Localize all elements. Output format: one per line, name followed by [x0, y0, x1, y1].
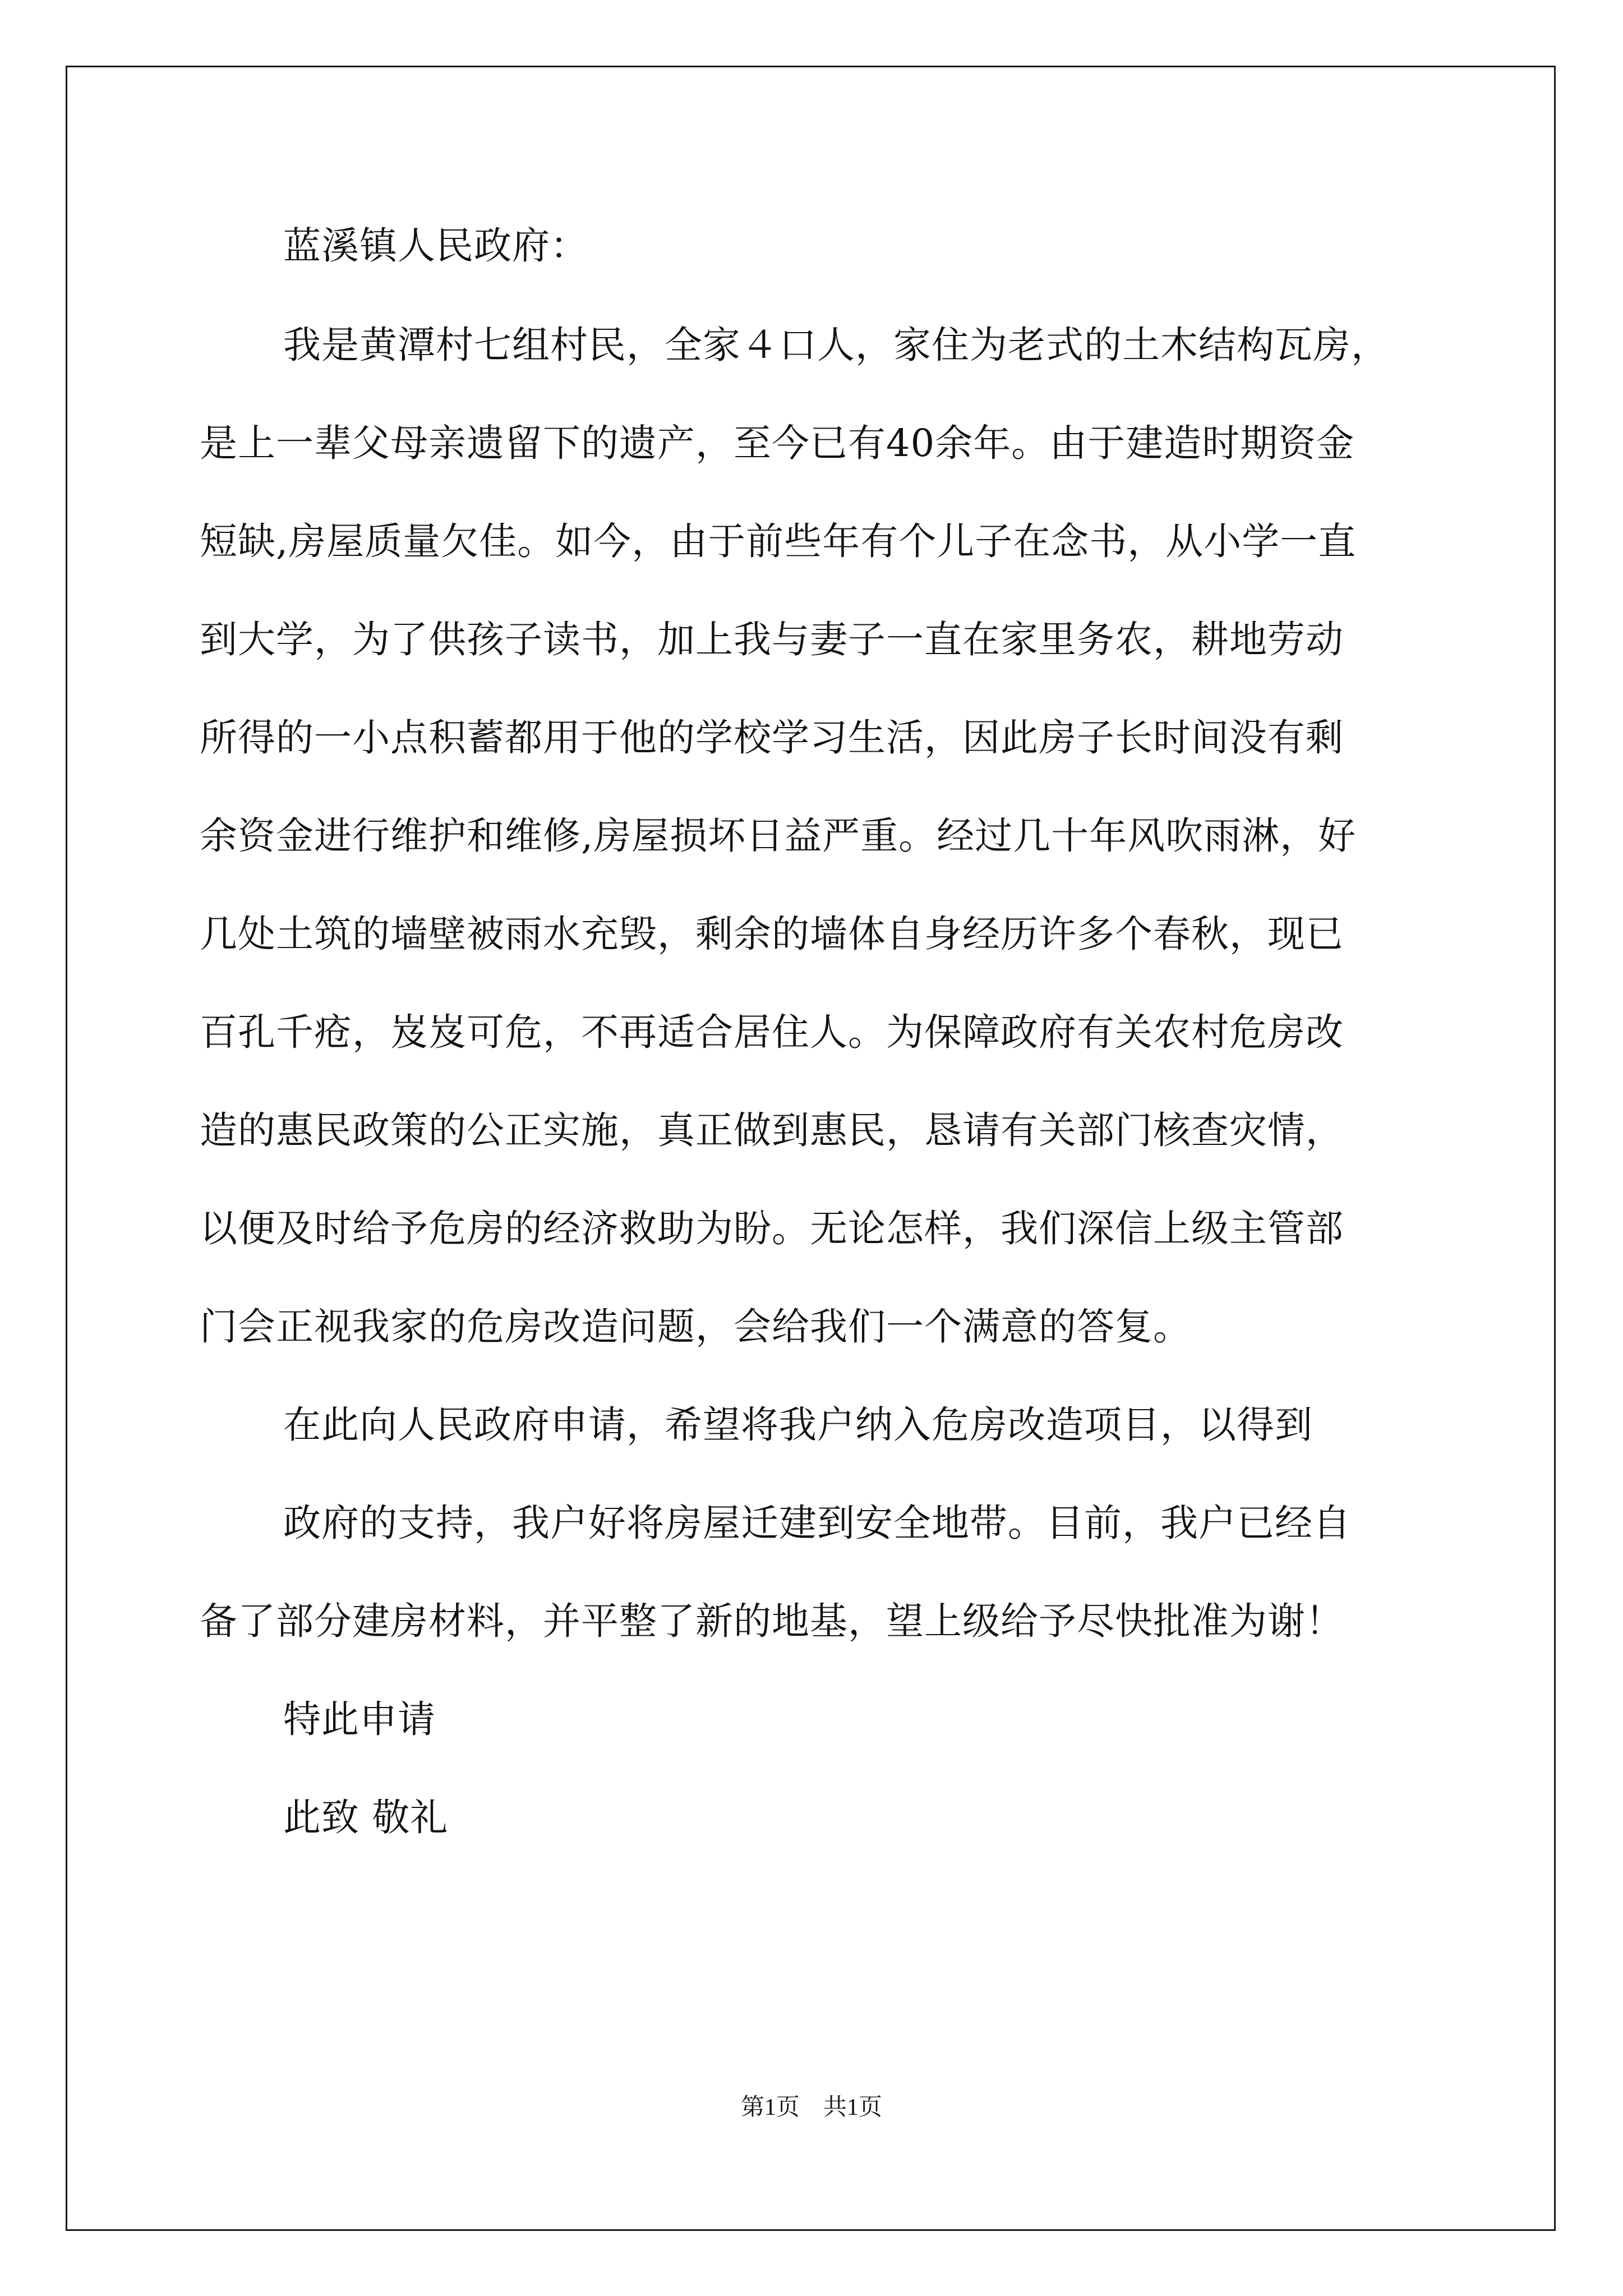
body-line: 是上一辈父母亲遗留下的遗产，至今已有40余年。由于建造时期资金 — [200, 421, 1355, 465]
body-line: 备了部分建房材料，并平整了新的地基，望上级给予尽快批准为谢！ — [200, 1599, 1344, 1643]
body-line: 百孔千疮，岌岌可危，不再适合居住人。为保障政府有关农村危房改 — [200, 1010, 1344, 1054]
page-footer: 第1页 共1页 — [740, 2095, 882, 2120]
body-line: 在此向人民政府申请，希望将我户纳入危房改造项目，以得到 — [283, 1403, 1313, 1447]
body-line: 门会正视我家的危房改造问题，会给我们一个满意的答复。 — [200, 1305, 1191, 1349]
body-line: 造的惠民政策的公正实施，真正做到惠民，恳请有关部门核查灾情， — [200, 1108, 1344, 1152]
body-line: 到大学，为了供孩子读书，加上我与妻子一直在家里务农，耕地劳动 — [200, 618, 1344, 661]
body-line: 所得的一小点积蓄都用于他的学校学习生活，因此房子长时间没有剩 — [200, 716, 1344, 760]
body-line: 我是黄潭村七组村民，全家４口人，家住为老式的土木结构瓦房， — [283, 323, 1389, 367]
body-line: 几处土筑的墙壁被雨水充毁，剩余的墙体自身经历许多个春秋，现已 — [200, 912, 1344, 956]
body-line: 短缺,房屋质量欠佳。如今，由于前些年有个儿子在念书，从小学一直 — [200, 519, 1357, 563]
body-line: 政府的支持，我户好将房屋迁建到安全地带。目前，我户已经自 — [283, 1501, 1351, 1545]
closing-regards: 此致 敬礼 — [283, 1796, 449, 1839]
closing-request: 特此申请 — [283, 1697, 436, 1741]
body-line: 以便及时给予危房的经济救助为盼。无论怎样，我们深信上级主管部 — [200, 1207, 1344, 1250]
salutation: 蓝溪镇人民政府： — [283, 224, 588, 268]
body-line: 余资金进行维护和维修,房屋损坏日益严重。经过几十年风吹雨淋，好 — [200, 814, 1357, 858]
